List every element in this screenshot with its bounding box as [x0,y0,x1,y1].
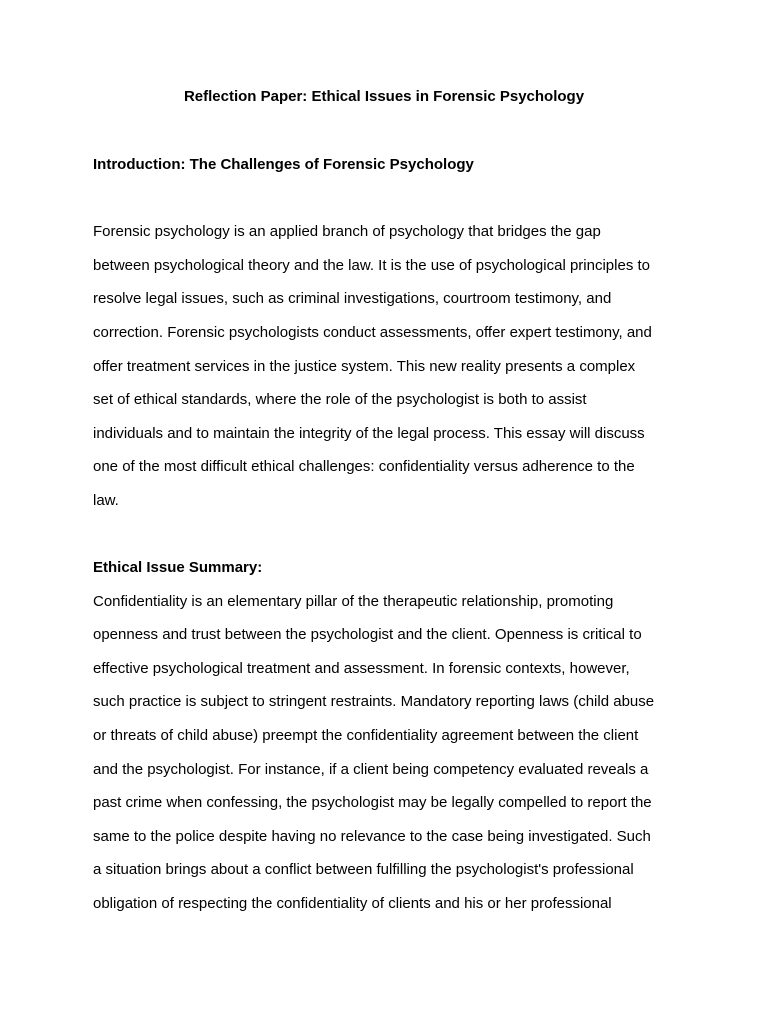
paragraph-line: one of the most difficult ethical challenges: confidentiality versus adherence to the [93,458,635,475]
paragraph-line: Forensic psychology is an applied branch of psychology that bridges the gap [93,223,601,240]
paragraph-line: same to the police despite having no relevance to the case being investigated. Such [93,828,651,845]
paragraph-line: Confidentiality is an elementary pillar of the therapeutic relationship, promoting [93,593,614,610]
paragraph-line: set of ethical standards, where the role of the psychologist is both to assist [93,391,587,408]
paragraph-line: obligation of respecting the confidentiality of clients and his or her professional [93,895,612,912]
section-heading-ethical-issue-summary: Ethical Issue Summary: [93,559,263,576]
page-title: Reflection Paper: Ethical Issues in Forensic Psychology [183,88,585,105]
paragraph-line: or threats of child abuse) preempt the confidentiality agreement between the client [93,727,639,744]
paragraph-line: offer treatment services in the justice system. This new reality presents a complex [93,358,636,375]
paragraph-line: a situation brings about a conflict between fulfilling the psychologist's professional [93,861,634,878]
paragraph-line: openness and trust between the psychologist and the client. Openness is critical to [93,626,642,643]
paragraph-line: past crime when confessing, the psychologist may be legally compelled to report the [93,794,652,811]
paragraph-line: resolve legal issues, such as criminal investigations, courtroom testimony, and [93,290,612,307]
paragraph-line: and the psychologist. For instance, if a client being competency evaluated reveals a [93,761,649,778]
paragraph-line: individuals and to maintain the integrity of the legal process. This essay will discuss [93,425,645,442]
paragraph-line: correction. Forensic psychologists conduct assessments, offer expert testimony, and [93,324,652,341]
paragraph-line: effective psychological treatment and assessment. In forensic contexts, however, [93,660,630,677]
section-heading-introduction: Introduction: The Challenges of Forensic Psychology [93,156,474,173]
paragraph-line: law. [93,492,119,509]
paragraph-line: such practice is subject to stringent restraints. Mandatory reporting laws (child abuse [93,693,655,710]
paragraph-line: between psychological theory and the law. It is the use of psychological principles to [93,257,650,274]
